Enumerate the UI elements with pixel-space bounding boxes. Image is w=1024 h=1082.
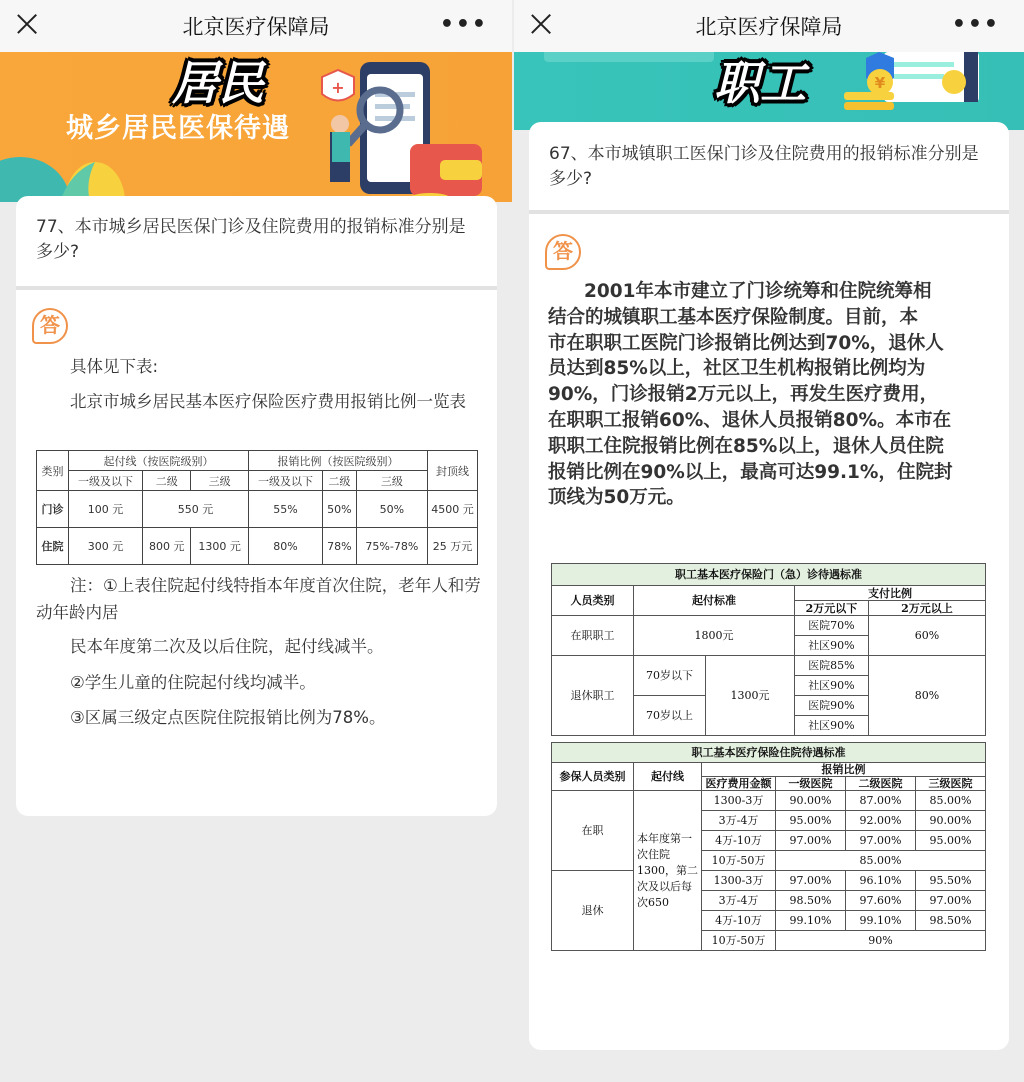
table-row: [552, 656, 986, 676]
col-amount: 医疗费用金额: [702, 777, 776, 791]
answer-line: 90%，门诊报销2万元以上，再发生医疗费用，: [548, 384, 939, 406]
row-label: 住院: [37, 528, 69, 565]
table-cell: 97.60%: [846, 891, 916, 911]
table-cell: 3万-4万: [702, 891, 776, 911]
table-cell: 4500 元: [428, 491, 478, 528]
table-cell: 75%-78%: [356, 528, 427, 565]
row-label: 在职职工: [552, 616, 634, 656]
answer-intro: 具体见下表:: [70, 357, 159, 376]
question-text: 77、本市城乡居民医保门诊及住院费用的报销标准分别是多少?: [36, 217, 466, 262]
table-cell: 60%: [868, 616, 985, 656]
table-cell: 25 万元: [428, 528, 478, 565]
more-icon[interactable]: •••: [951, 12, 1000, 37]
table-cell: 1300-3万: [702, 791, 776, 811]
table-title: 职工基本医疗保险门（急）诊待遇标准: [552, 564, 986, 586]
table-cell: 社区90%: [794, 636, 868, 656]
answer-line: 市在职职工医院门诊报销比例达到70%，退休人: [548, 332, 944, 354]
table-cell: 70岁以上: [634, 696, 706, 736]
table-cell: 87.00%: [846, 791, 916, 811]
col-deductible: 起付线（按医院级别）: [69, 451, 249, 471]
answer-icon: 答: [32, 308, 68, 344]
table-cell: 50%: [356, 491, 427, 528]
answer-line: 报销比例在90%以上，最高可达99.1%，住院封: [548, 461, 953, 483]
col-start: 起付标准: [634, 586, 795, 616]
answer-icon: 答: [545, 234, 581, 270]
top-bar: [0, 0, 512, 52]
page-title: 北京医疗保障局: [182, 15, 330, 39]
table-cell: 95.00%: [776, 811, 846, 831]
row-label: 退休: [552, 871, 634, 951]
table-cell: 100 元: [69, 491, 143, 528]
table-cell: 98.50%: [776, 891, 846, 911]
note-line: ③区属三级定点医院住院报销比例为78%。: [70, 708, 386, 727]
table-cell: 92.00%: [846, 811, 916, 831]
row-label: 退休职工: [552, 656, 634, 736]
table-cell: 99.10%: [776, 911, 846, 931]
table-cell: 97.00%: [776, 831, 846, 851]
table-cell: 本年度第一次住院1300，第二次及以后每次650: [634, 791, 702, 951]
col-under: 2万元以下: [794, 601, 868, 616]
svg-text:+: +: [331, 78, 345, 97]
note-line: ②学生儿童的住院起付线均减半。: [70, 673, 316, 692]
table-cell: 80%: [248, 528, 322, 565]
question-text: 67、本市城镇职工医保门诊及住院费用的报销标准分别是多少?: [549, 144, 979, 189]
table-cell: 90%: [776, 931, 986, 951]
table-cell: 95.50%: [916, 871, 986, 891]
svg-text:¥: ¥: [874, 74, 886, 92]
table-cell: 医院85%: [794, 656, 868, 676]
sub-header: 一级及以下: [248, 471, 322, 491]
table-cell: 90.00%: [916, 811, 986, 831]
table-cell: 70岁以下: [634, 656, 706, 696]
table-cell: 90.00%: [776, 791, 846, 811]
table-row: [552, 791, 986, 811]
table-row: [37, 528, 478, 565]
answer-line: 结合的城镇职工基本医疗保险制度。目前，本: [548, 306, 919, 328]
answer-line: 员达到85%以上，社区卫生机构报销比例均为: [548, 358, 926, 380]
table-cell: 96.10%: [846, 871, 916, 891]
note-line: 民本年度第二次及以后住院，起付线减半。: [70, 637, 384, 656]
col-cap: 封顶线: [428, 451, 478, 491]
top-bar: [514, 0, 1024, 52]
table-cell: 4万-10万: [702, 911, 776, 931]
table-cell: 85.00%: [916, 791, 986, 811]
banner-tag: 居民: [172, 56, 264, 110]
table-cell: 97.00%: [916, 891, 986, 911]
residents-table: [36, 450, 478, 565]
row-label: 在职: [552, 791, 634, 871]
more-icon[interactable]: •••: [439, 12, 488, 37]
col-person: 人员类别: [552, 586, 634, 616]
sub-header: 二级: [323, 471, 357, 491]
right-screen: [514, 0, 1024, 1082]
table-cell: 300 元: [69, 528, 143, 565]
col-ratio: 报销比例: [702, 763, 986, 777]
table-row: [552, 616, 986, 636]
col-reimbursement: 报销比例（按医院级别）: [248, 451, 427, 471]
table-cell: 99.10%: [846, 911, 916, 931]
answer-line: 顶线为50万元。: [548, 487, 685, 509]
banner-tag: 职工: [714, 56, 806, 110]
table-cell: 85.00%: [776, 851, 986, 871]
outpatient-table: [551, 563, 986, 736]
table-cell: 4万-10万: [702, 831, 776, 851]
table-cell: 医院70%: [794, 616, 868, 636]
table-cell: 3万-4万: [702, 811, 776, 831]
note-line: 注：①上表住院起付线特指本年度首次住院，老年人和劳动年龄内居: [36, 576, 481, 622]
page-title: 北京医疗保障局: [695, 15, 843, 39]
inpatient-table: [551, 742, 986, 951]
col-level3: 三级医院: [916, 777, 986, 791]
table-caption: 北京市城乡居民基本医疗保险医疗费用报销比例一览表: [70, 392, 466, 411]
table-cell: 95.00%: [916, 831, 986, 851]
table-cell: 800 元: [143, 528, 191, 565]
sub-header: 二级: [143, 471, 191, 491]
table-row: [552, 871, 986, 891]
table-cell: 80%: [868, 656, 985, 736]
answer-card: [529, 214, 1009, 1050]
answer-line: 职职工住院报销比例在85%以上，退休人员住院: [548, 435, 944, 457]
table-cell: 10万-50万: [702, 931, 776, 951]
col-person: 参保人员类别: [552, 763, 634, 791]
sub-header: 三级: [191, 471, 249, 491]
col-level2: 二级医院: [846, 777, 916, 791]
col-category: 类别: [37, 451, 69, 491]
table-cell: 98.50%: [916, 911, 986, 931]
table-cell: 50%: [323, 491, 357, 528]
col-start: 起付线: [634, 763, 702, 791]
sub-header: 三级: [356, 471, 427, 491]
answer-card: [16, 290, 497, 816]
banner: [0, 52, 512, 202]
table-cell: 医院90%: [794, 696, 868, 716]
col-level1: 一级医院: [776, 777, 846, 791]
question-card: [529, 122, 1009, 212]
table-cell: 97.00%: [846, 831, 916, 851]
question-card: [16, 196, 497, 288]
table-title: 职工基本医疗保险住院待遇标准: [552, 743, 986, 763]
answer-text: [548, 279, 993, 511]
table-cell: 1300-3万: [702, 871, 776, 891]
banner-heading: 城乡居民医保待遇: [66, 113, 290, 144]
banner: [514, 52, 1024, 130]
table-cell: 1300 元: [191, 528, 249, 565]
table-cell: 1300元: [706, 656, 795, 736]
col-over: 2万元以上: [868, 601, 985, 616]
col-ratio: 支付比例: [794, 586, 985, 601]
table-cell: 550 元: [143, 491, 249, 528]
row-label: 门诊: [37, 491, 69, 528]
table-cell: 55%: [248, 491, 322, 528]
answer-line: 在职职工报销60%、退休人员报销80%。本市在: [548, 409, 952, 431]
answer-line: 2001年本市建立了门诊统筹和住院统筹相: [584, 281, 932, 302]
table-cell: 97.00%: [776, 871, 846, 891]
table-cell: 社区90%: [794, 676, 868, 696]
table-row: [37, 491, 478, 528]
table-cell: 78%: [323, 528, 357, 565]
table-cell: 10万-50万: [702, 851, 776, 871]
sub-header: 一级及以下: [69, 471, 143, 491]
table-cell: 1800元: [634, 616, 795, 656]
table-cell: 社区90%: [794, 716, 868, 736]
